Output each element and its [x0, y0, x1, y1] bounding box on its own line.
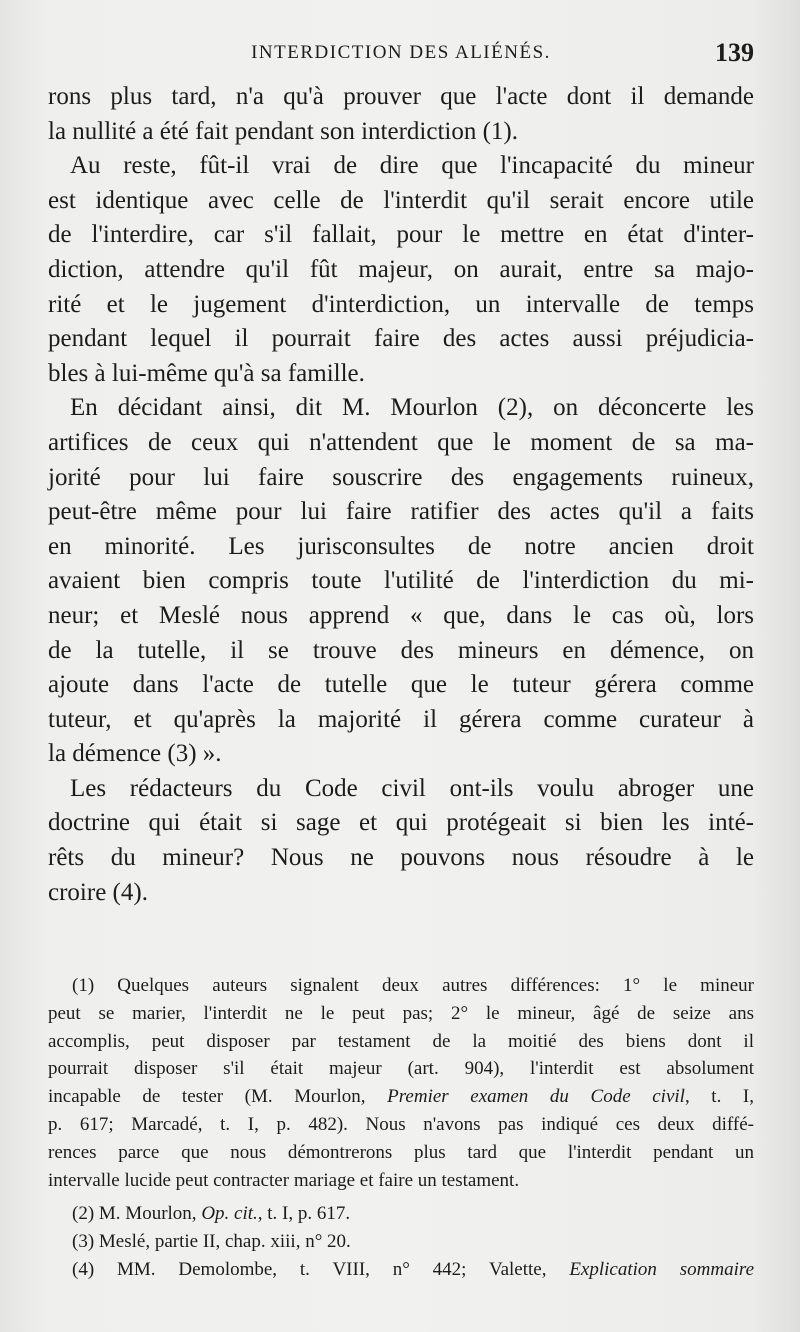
text-line: tuteur, et qu'après la majorité il gérera comme curateur à — [48, 705, 754, 733]
footnote-4 — [48, 1256, 754, 1284]
paragraph-en-decidant — [48, 391, 754, 772]
text-line: Les rédacteurs du Code civil ont-ils voulu abroger une — [70, 774, 754, 802]
text-line: est identique avec celle de l'interdit qu'il serait encore utile — [48, 186, 754, 214]
footnote-line: pourrait disposer s'il était majeur (art. 904), l'interdit est absolument — [48, 1058, 754, 1080]
text-line: croire (4). — [48, 878, 148, 906]
paragraph-continuation — [48, 80, 754, 149]
text-line: En décidant ainsi, dit M. Mourlon (2), on déconcerte les — [70, 394, 754, 422]
footnote-line: intervalle lucide peut contracter mariage et faire un testament. — [48, 1169, 520, 1191]
text-line: la nullité a été fait pendant son interdiction (1). — [48, 117, 518, 145]
footnote-italic-title: Premier examen du Code civil — [387, 1086, 685, 1108]
footnote-text: (2) M. Mourlon, — [72, 1203, 202, 1225]
footnote-line: peut se marier, l'interdit ne le peut pas; 2° le mineur, âgé de seize ans — [48, 1002, 754, 1024]
text-line: neur; et Meslé nous apprend « que, dans le cas où, lors — [48, 601, 754, 629]
text-line: rité et le jugement d'interdiction, un intervalle de temps — [48, 290, 754, 318]
footnote-text: , t. I, — [684, 1086, 755, 1108]
page-number: 139 — [715, 38, 754, 67]
footnote-line: (1) Quelques auteurs signalent deux autres différences: 1° le mineur — [72, 975, 754, 996]
footnote-italic-title: Explication sommaire — [569, 1258, 755, 1280]
paragraph-au-reste — [48, 149, 754, 391]
text-line: ajoute dans l'acte de tutelle que le tuteur gérera comme — [48, 671, 754, 699]
text-line: jorité pour lui faire souscrire des engagements ruineux, — [48, 463, 754, 491]
text-line: en minorité. Les jurisconsultes de notre ancien droit — [48, 532, 754, 560]
page-header — [48, 36, 754, 76]
text-line: pendant lequel il pourrait faire des actes aussi préjudicia- — [48, 325, 754, 353]
text-line: bles à lui-même qu'à sa famille. — [48, 359, 365, 387]
footnote-text: , t. I, p. 617. — [257, 1203, 351, 1225]
footnote-line: rences parce que nous démontrerons plus tard que l'interdit pendant un — [48, 1141, 754, 1163]
footnote-line — [48, 1083, 754, 1111]
text-line: artifices de ceux qui n'attendent que le moment de sa ma- — [48, 428, 754, 456]
footnote-2 — [48, 1200, 754, 1228]
text-line: rons plus tard, n'a qu'à prouver que l'acte dont il demande — [48, 83, 754, 110]
footnote-text: incapable de tester (M. Mourlon, — [48, 1086, 388, 1108]
footnote-1 — [48, 972, 754, 1194]
text-line: avaient bien compris toute l'utilité de l'interdiction du mi- — [48, 567, 754, 595]
text-line: rêts du mineur? Nous ne pouvons nous résoudre à le — [48, 844, 754, 872]
text-line: doctrine qui était si sage et qui protégeait si bien les inté- — [48, 809, 754, 837]
footnote-line: (3) Meslé, partie II, chap. xiii, n° 20. — [72, 1231, 351, 1253]
text-line: la démence (3) ». — [48, 740, 222, 768]
text-line: de l'interdire, car s'il fallait, pour le mettre en état d'inter- — [48, 221, 754, 249]
footnote-3 — [48, 1228, 754, 1256]
footnote-italic-title: Op. cit. — [201, 1203, 258, 1225]
footnotes — [48, 972, 754, 1284]
footnote-line — [48, 1200, 754, 1228]
paragraph-les-redacteurs — [48, 772, 754, 910]
running-title: INTERDICTION DES ALIÉNÉS. — [251, 42, 551, 63]
text-line: diction, attendre qu'il fût majeur, on aurait, entre sa majo- — [48, 255, 754, 283]
footnote-line: p. 617; Marcadé, t. I, p. 482). Nous n'avons pas indiqué ces deux diffé- — [48, 1113, 754, 1135]
body-text — [48, 80, 754, 910]
text-line: Au reste, fût-il vrai de dire que l'incapacité du mineur — [70, 152, 754, 180]
footnote-line: accomplis, peut disposer par testament de la moitié des biens dont il — [48, 1030, 754, 1052]
footnote-text: (4) MM. Demolombe, t. VIII, n° 442; Valette, — [72, 1258, 570, 1280]
text-line: de la tutelle, il se trouve des mineurs en démence, on — [48, 636, 754, 664]
text-line: peut-être même pour lui faire ratifier des actes qu'il a faits — [48, 498, 754, 526]
footnote-line — [48, 1256, 754, 1284]
